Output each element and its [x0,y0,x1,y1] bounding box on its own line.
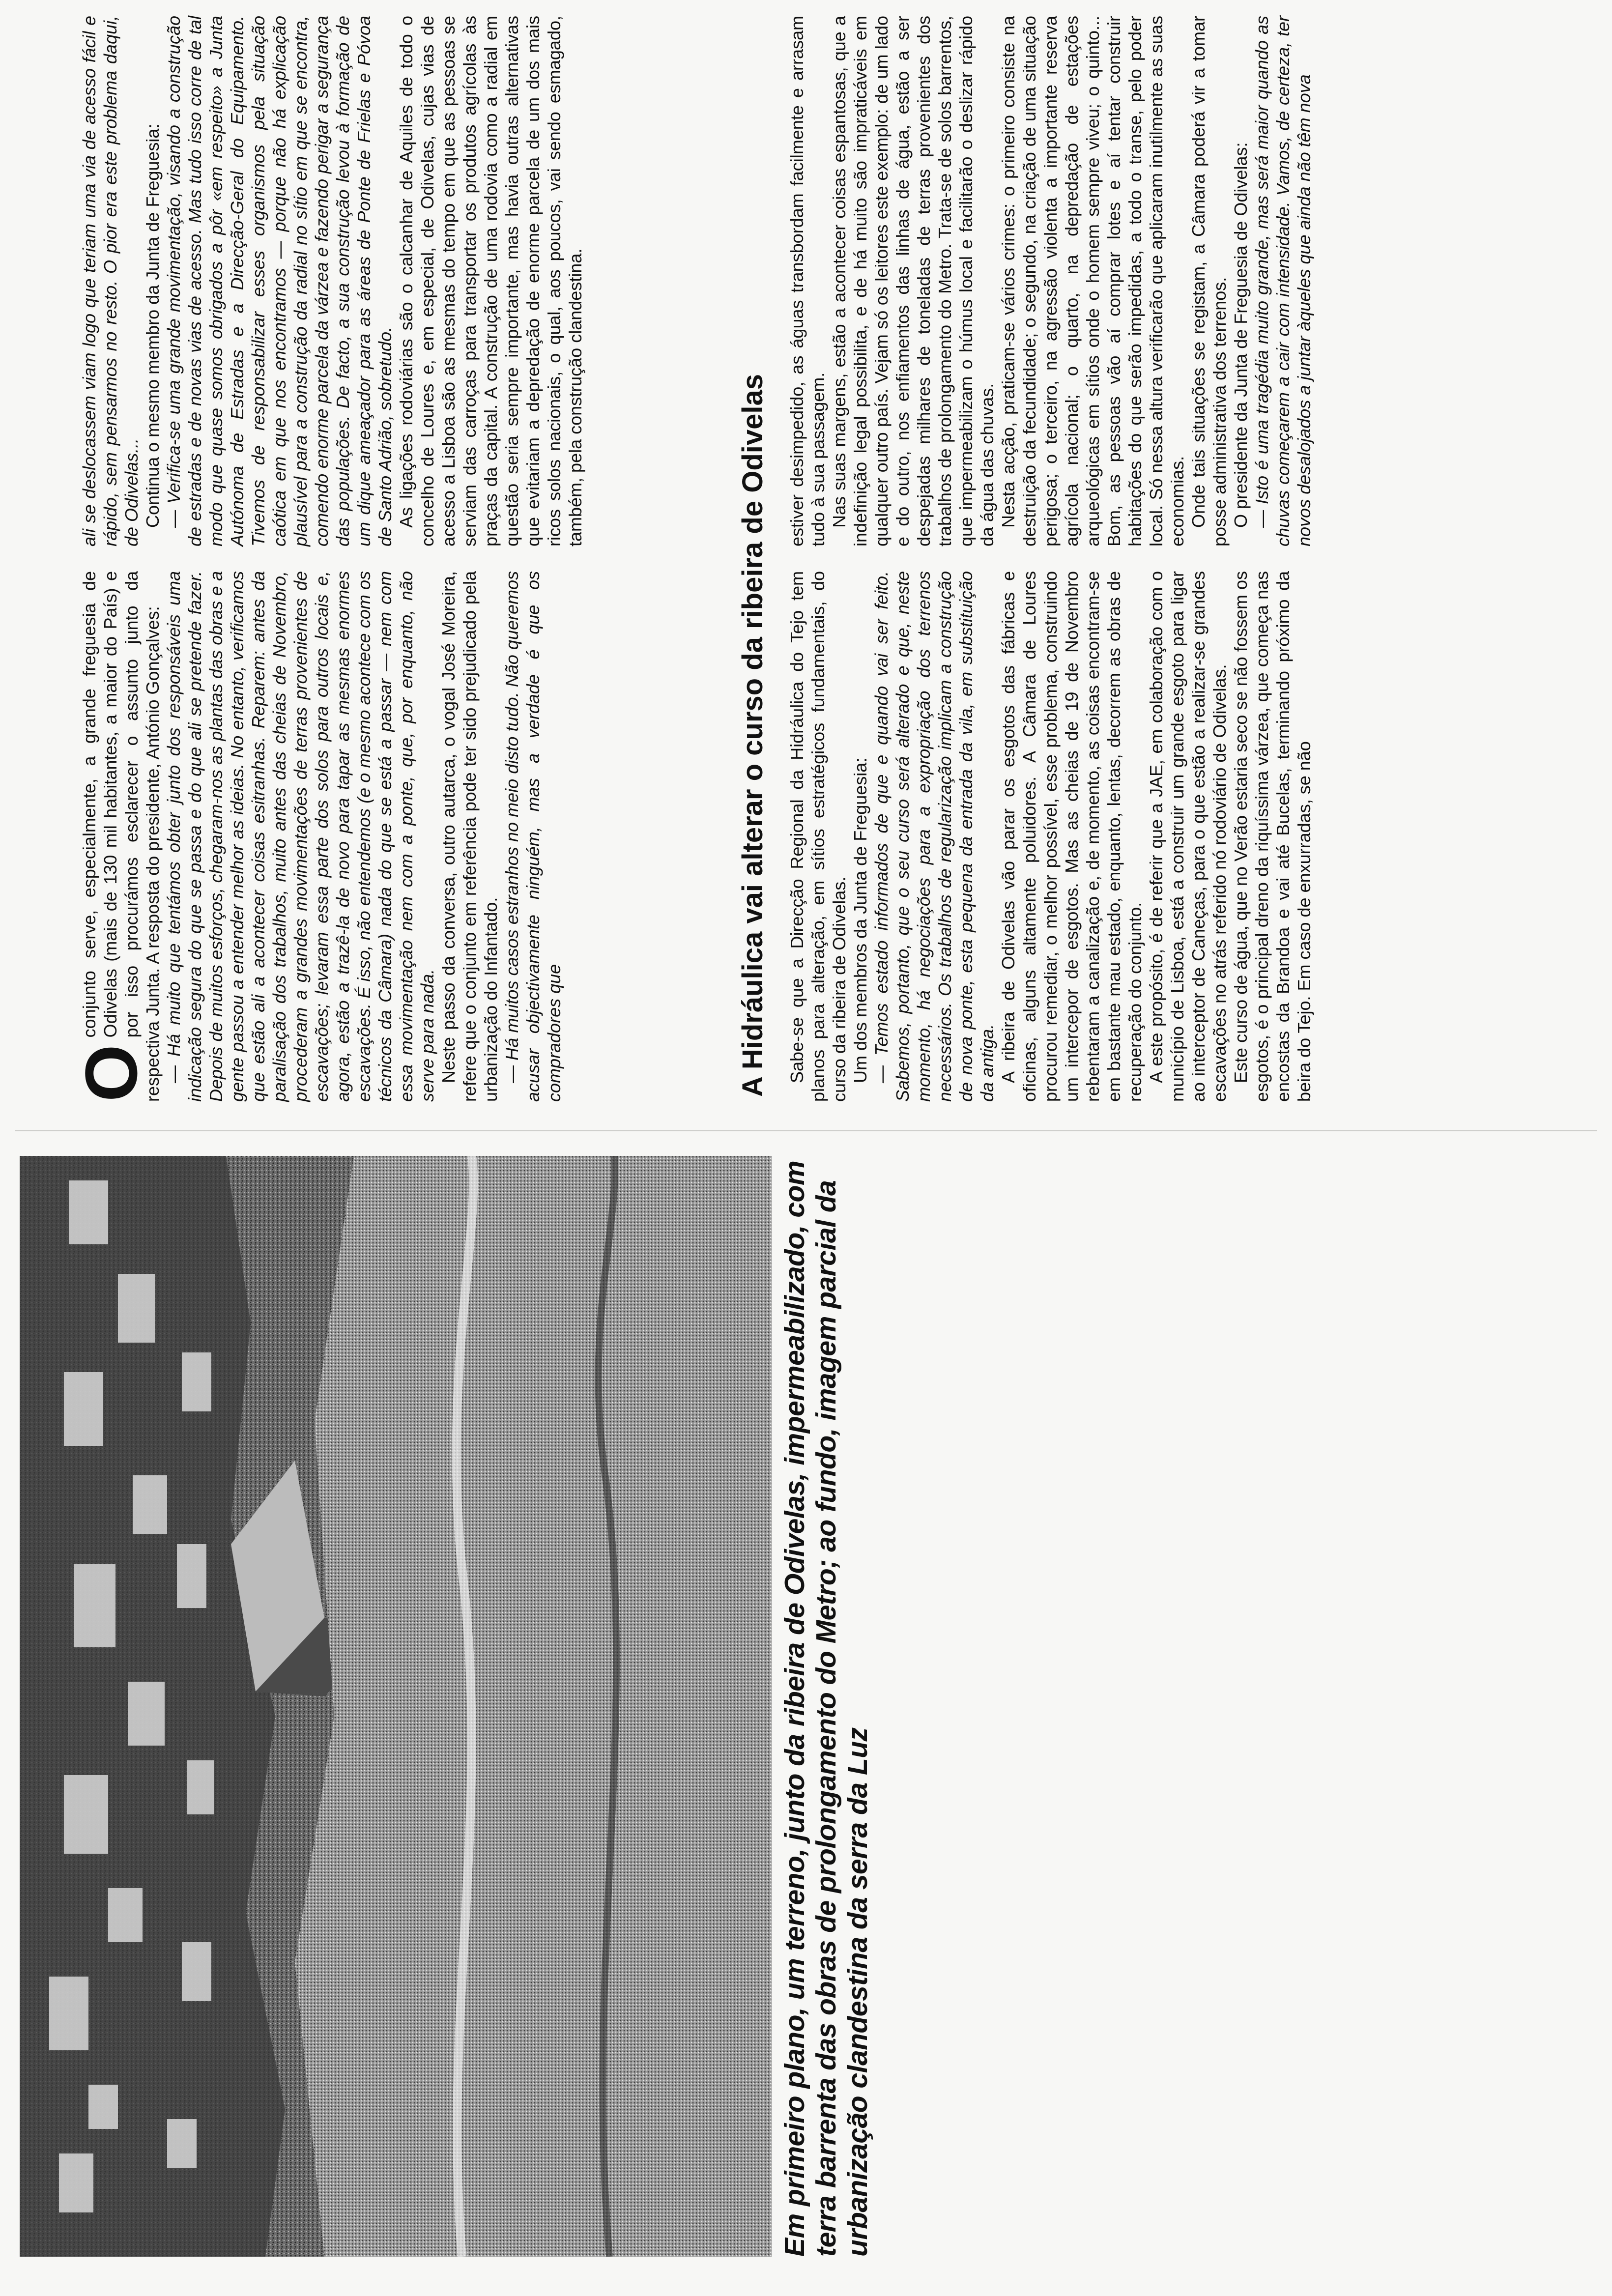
article-column-3 [786,571,1315,1102]
paragraph: Este curso de água, que no Verão estaria seco se não fossem os esgotos, é o principal dreno da riquíssima várzea, que começa nas encostas da Brandoa e vai até Bucelas, terminando próximo da beira do Tejo. Em caso de enxurradas, se não [1231,571,1314,1102]
paragraph: Continua o mesmo membro da Junta de Freguesia: [143,123,163,528]
paragraph: O presidente da Junta de Freguesia de Odivelas: [1231,142,1251,528]
paragraph: — Há muito que tentámos obter junto dos responsáveis uma indicação segura do que se passa e do que ali se pretende fazer. Depois de muitos esforços, chegaram-nos as plantas das obras e a gente passou a entender melhor as ideias. No entanto, verificamos que estão ali a acontecer coisas esitranhas. Reparem: antes da paralisação dos trabalhos, muito antes das cheias de Novembro, procederam a grandes movimentações de terras provenientes de escavações; levaram essa parte dos solos para outros locais e, agora, estão a trazê-la de novo para tapar as mesmas enormes escavações. É isso, não entendemos (e o mesmo acontece com os técnicos da Câmara) nada do que se está a passar — nem com essa movimentação nem com a ponte, que, por enquanto, não serve para nada. [164,571,437,1102]
paragraph: A ribeira de Odivelas vão parar os esgotos das fábricas e oficinas, alguns altamente poluidores. A Câmara de Loures procurou remediar, o melhor possível, esse problema, construindo um intercepor de esgotos. Mas as cheias de 19 de Novembro rebentaram a canalização e, de momento, as coisas encontram-se em bastante mau estado, enquanto, lentas, decorrem as obras de recuperação do conjunto. [998,571,1145,1102]
paragraph: A este propósito, é de referir que a JAE, em colaboração com o município de Lisboa, está a construir um grande esgoto para ligar ao interceptor de Caneças, para o que estão a realizar-se grandes escavações no atrás referido nó rodoviário de Odivelas. [1146,571,1230,1102]
article-column-4 [786,16,1315,546]
paragraph: estiver desimpedido, as águas transbordam facilmente e arrasam tudo à sua passagem. [787,16,828,546]
column-rule [15,1130,1597,1131]
paragraph: — Há muitos casos estranhos no meio disto tudo. Não queremos acusar objectivamente ninguém, mas a verdade é que os compradores que [502,571,564,1102]
paragraph: — Verifica-se uma grande movimentação, visando a construção de estradas e de novas vias de acesso. Mas tudo isso corre de tal modo que quase somos obrigados a pôr «em respeito» a Junta Autónoma de Estradas e a Direcção-Geral do Equipamento. Tivemos de responsabilizar esses organismos pela situação caótica em que nos encontramos — porque não há explicação plausível para a construção da radial no sítio em que se encontra, comendo enorme parcela da várzea e fazendo perigar a segurança das populações. De facto, a sua construção levou à formação de um dique ameaçador para as áreas de Ponte de Frielas e Póvoa de Santo Adrião, sobretudo. [164,16,395,546]
section-subhead: A Hidráulica vai alterar o curso da ribeira de Odivelas [737,373,769,1097]
paragraph: — Isto é uma tragédia muito grande, mas será maior quando as chuvas começarem a cair com intensidade. Vamos, de certeza, ter novos desalojados a juntar àqueles que ainda não têm nova [1252,16,1314,546]
paragraph: Neste passo da conversa, outro autarca, o vogal José Moreira, refere que o conjunto em referência pode ter sido prejudicado pela urbanização do Infantado. [438,571,501,1102]
article-column-1 [70,571,565,1102]
paragraph: As ligações rodoviárias são o calcanhar de Aquiles de todo o concelho de Loures e, em especial, de Odivelas, cujas vias de acesso a Lisboa são as mesmas do tempo em que as pessoas se serviam das carroças para transportar os produtos agrícolas às praças da capital. A construção de uma rodovia como a radial em questão seria sempre importante, mas havia outras alternativas que evitariam a depredação de enorme parcela de um dos mais ricos solos nacionais, o qual, aos poucos, vai sendo esmagado, também, pela construção clandestina. [396,16,585,546]
landscape-photo [20,1156,772,2257]
paragraph: Nas suas margens, estão a acontecer coisas espantosas, que a indefinição legal possibilita, e de há muito são impraticáveis em qualquer outro país. Vejam só os leitores este exemplo: de um lado e do outro, nos enfiamentos das linhas de água, estão a ser despejadas milhares de toneladas de terras provenientes dos trabalhos de prolongamento do Metro. Trata-se de solos barrentos, que impermeabilizam o húmus local e facilitarão o deslizar rápido da água das chuvas. [829,16,997,546]
drop-cap: O [70,1044,152,1102]
article-column-2 [79,16,586,546]
photo-illustration [20,1156,772,2257]
paragraph: — Temos estado informados de que e quando vai ser feito. Sabemos, portanto, que o seu curso será alterado e que, neste momento, há negociações para a expropriação dos terrenos necessários. Os trabalhos de regularização implicam a construção de nova ponte, esta pequena da entrada da vila, em substituição da antiga. [871,571,997,1102]
paragraph: ali se deslocassem viam logo que teriam uma via de acesso fácil e rápido, sem pensarmos no resto. O pior era este problema daqui, de Odivelas... [79,16,142,546]
photo-caption: Em primeiro plano, um terreno, junto da ribeira de Odivelas, impermeabilizado, com terra barrenta das obras de prolongamento do Metro; ao fundo, imagem parcial da urbanização clandestina da serra da Luz [779,1160,873,2257]
paragraph: Um dos membros da Junta de Freguesia: [850,757,870,1083]
paragraph: Nesta acção, praticam-se vários crimes: o primeiro consiste na destruição da fecundidade; o segundo, na criação de uma situação perigosa; o terceiro, na agressão violenta a importante reserva agrícola nacional; o quarto, na depredação de estações arqueológicas em sítios onde o homem sempre viveu; o quinto... Bom, as pessoas vão aí comprar lotes e aí tentar construir habitações do que serão impedidas, a todo o transe, pelo poder local. Só nessa altura verificarão que aplicaram inutilmente as suas economias. [998,16,1187,546]
paragraph: Onde tais situações se registam, a Câmara poderá vir a tomar posse administrativa dos terrenos. [1188,16,1230,546]
paragraph: Sabe-se que a Direcção Regional da Hidráulica do Tejo tem planos para alteração, em sítios estratégicos fundamentais, do curso da ribeira de Odivelas. [787,571,849,1102]
paragraph: conjunto serve, especialmente, a grande freguesia de Odivelas (mais de 130 mil habitantes, a maior do País) e por isso procurámos esclarecer o assunto junto da respectiva Junta. A resposta do presidente, António Gonçalves: [79,571,163,1102]
